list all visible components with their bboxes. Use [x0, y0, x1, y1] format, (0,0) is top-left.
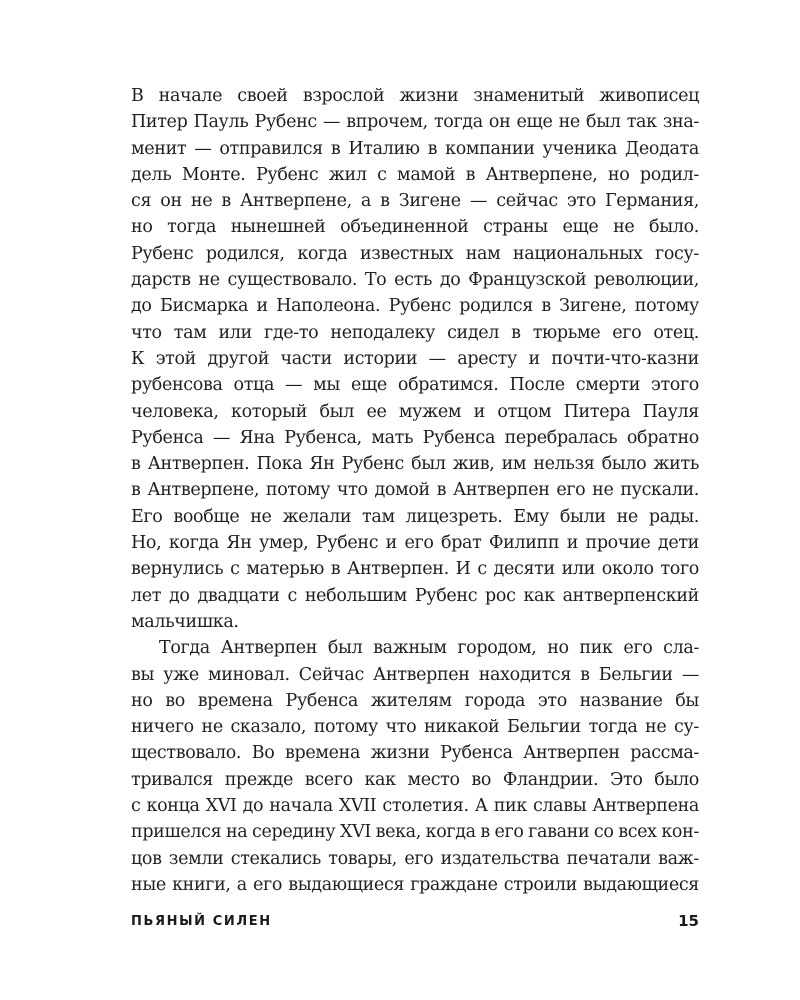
text-line: ничего не сказало, потому что никакой Бельгии тогда не су- — [131, 717, 699, 738]
text-line: цов земли стекались товары, его издательства печатали важ- — [131, 848, 699, 869]
text-line: но во времена Рубенса жителям города это название бы — [131, 690, 699, 711]
text-line: ся он не в Антверпене, а в Зигене — сейчас это Германия, — [131, 191, 699, 212]
text-line: в Антверпен. Пока Ян Рубенс был жив, им нельзя было жить — [131, 454, 699, 475]
text-line: дель Монте. Рубенс жил с мамой в Антверпене, но родил- — [131, 164, 699, 185]
running-title: ПЬЯНЫЙ СИЛЕН — [131, 914, 272, 929]
text-line: В начале своей взрослой жизни знаменитый живописец — [131, 86, 699, 106]
body-text — [131, 83, 699, 898]
text-line: Рубенса — Яна Рубенса, мать Рубенса перебралась обратно — [131, 427, 699, 448]
text-line: с конца XVI до начала XVII столетия. А пик славы Антверпена — [131, 796, 699, 817]
text-line: мальчишка. — [131, 611, 239, 632]
text-line: Тогда Антверпен был важным городом, но пик его сла- — [159, 638, 699, 659]
text-line: рубенсова отца — мы еще обратимся. После смерти этого — [131, 375, 699, 396]
page-number: 15 — [678, 912, 699, 930]
text-line: Но, когда Ян умер, Рубенс и его брат Филипп и прочие дети — [131, 533, 699, 554]
text-line: вернулись с матерью в Антверпен. И с десяти или около того — [131, 559, 699, 580]
text-line: вы уже миновал. Сейчас Антверпен находится в Бельгии — — [131, 664, 699, 685]
text-line: лет до двадцати с небольшим Рубенс рос как антверпенский — [131, 585, 699, 606]
text-line: К этой другой части истории — аресту и почти-что-казни — [131, 348, 699, 369]
text-line: но тогда нынешней объединенной страны еще не было. — [131, 217, 699, 238]
text-line: менит — отправился в Италию в компании ученика Деодата — [131, 138, 699, 159]
text-line: что там или где-то неподалеку сидел в тюрьме его отец. — [131, 322, 699, 343]
text-line: тривался прежде всего как место во Фландрии. Это было — [131, 769, 699, 790]
text-line: ществовало. Во времена жизни Рубенса Антверпен рассма- — [131, 743, 699, 764]
text-line: дарств не существовало. То есть до Французской революции, — [131, 270, 699, 291]
text-line: в Антверпене, потому что домой в Антверпен его не пускали. — [131, 480, 699, 501]
text-line: человека, который был ее мужем и отцом Питера Пауля — [131, 401, 699, 422]
text-line: пришелся на середину XVI века, когда в его гавани со всех кон- — [131, 822, 699, 843]
text-line: до Бисмарка и Наполеона. Рубенс родился в Зигене, потому — [131, 296, 699, 317]
text-line: Рубенс родился, когда известных нам национальных госу- — [131, 243, 699, 264]
text-line: Его вообще не желали там лицезреть. Ему были не рады. — [131, 506, 699, 527]
text-line: ные книги, а его выдающиеся граждане строили выдающиеся — [131, 874, 699, 895]
text-line: Питер Пауль Рубенс — впрочем, тогда он еще не был так зна- — [131, 112, 699, 133]
